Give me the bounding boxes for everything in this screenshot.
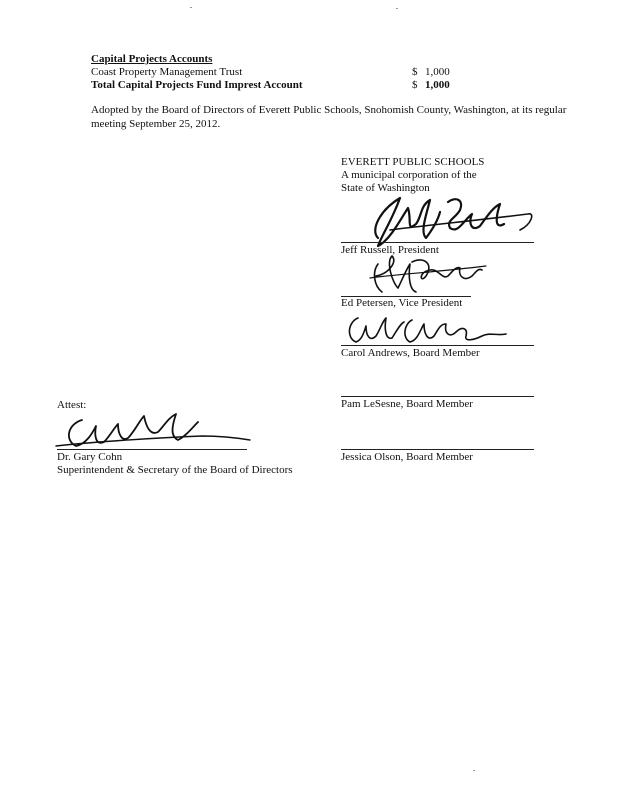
signature-line [341, 449, 534, 450]
account-row-amount: 1,000 [425, 66, 450, 78]
board-member-name: Pam LeSesne, Board Member [341, 398, 473, 410]
account-total-amount: 1,000 [425, 79, 450, 91]
adoption-paragraph: Adopted by the Board of Directors of Everett Public Schools, Snohomish County, Washington, at its regular meeting September 25, 2012. [91, 104, 567, 130]
scan-speck [473, 770, 475, 771]
attest-name: Dr. Gary Cohn [57, 451, 123, 463]
board-member-name: Ed Petersen, Vice President [341, 297, 463, 309]
account-total-currency: $ [412, 79, 418, 91]
board-member-name: Jeff Russell, President [341, 244, 439, 256]
board-member-name: Jessica Olson, Board Member [341, 451, 473, 463]
scan-speck [190, 7, 192, 8]
board-member-name: Carol Andrews, Board Member [341, 347, 480, 359]
signature-line [341, 345, 534, 346]
accounts-heading: Capital Projects Accounts [91, 53, 213, 65]
attest-title: Superintendent & Secretary of the Board of Directors [57, 464, 293, 476]
signature-ed-petersen [368, 252, 488, 302]
account-row-currency: $ [412, 66, 418, 78]
signature-line [57, 449, 247, 450]
signature-line [341, 242, 534, 243]
district-name: EVERETT PUBLIC SCHOOLS [341, 156, 485, 168]
signature-line [341, 396, 534, 397]
district-line-3: State of Washington [341, 182, 430, 194]
signature-jeff-russell [360, 190, 560, 250]
account-total-label: Total Capital Projects Fund Imprest Account [91, 79, 303, 91]
attest-label: Attest: [57, 399, 87, 411]
scan-speck [396, 8, 398, 9]
signature-carol-andrews [342, 310, 512, 350]
district-line-2: A municipal corporation of the [341, 169, 477, 181]
account-row-label: Coast Property Management Trust [91, 66, 243, 78]
